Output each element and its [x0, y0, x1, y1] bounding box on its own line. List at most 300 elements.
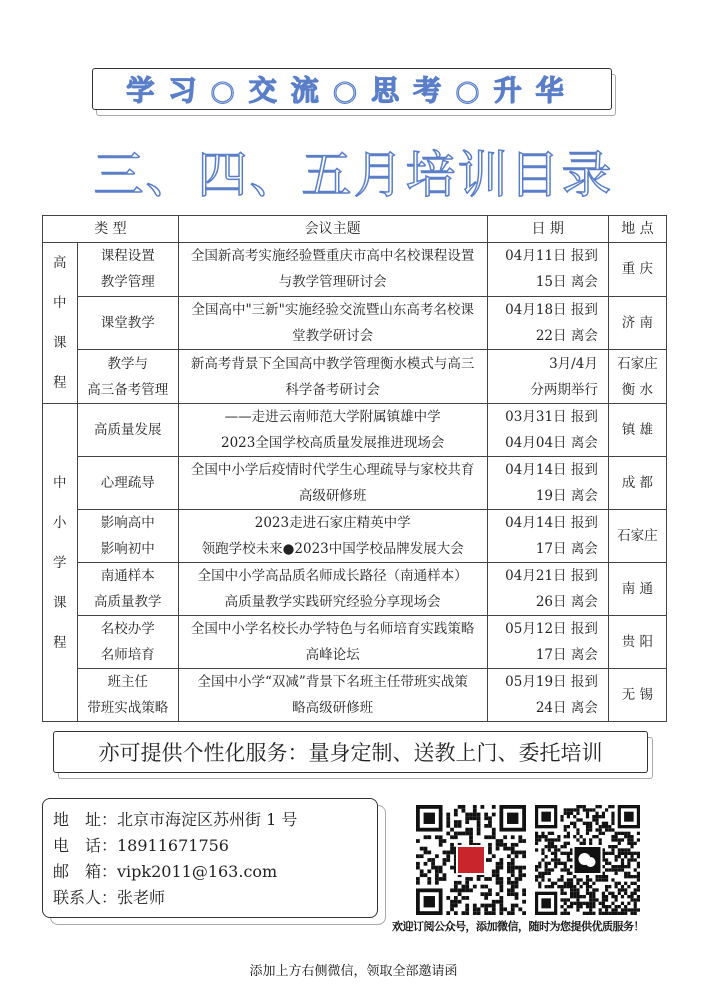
qr-module	[589, 892, 592, 895]
qr-module	[637, 888, 640, 891]
qr-module	[522, 892, 526, 896]
qr-module	[465, 832, 469, 836]
qr-module	[615, 855, 618, 858]
qr-module	[443, 862, 447, 866]
qr-module	[548, 872, 551, 875]
qr-module	[605, 825, 608, 828]
qr-module	[499, 862, 503, 866]
qr-module	[439, 843, 443, 847]
qr-module	[488, 877, 492, 881]
qr-module	[586, 825, 589, 828]
qr-module	[627, 835, 630, 838]
qr-module	[564, 835, 567, 838]
qr-module	[589, 912, 592, 915]
qr-module	[634, 905, 637, 908]
qr-module	[446, 820, 450, 824]
qr-module	[576, 905, 579, 908]
qr-module	[496, 839, 500, 843]
qr-module	[518, 835, 522, 839]
group-label-char: 中	[53, 295, 67, 311]
qr-module	[515, 854, 519, 858]
qr-module	[573, 902, 576, 905]
footer-note: 添加上方右侧微信，领取全部邀请函	[249, 964, 458, 979]
qr-module	[608, 828, 611, 831]
qr-module	[424, 851, 428, 855]
qr-module	[522, 854, 526, 858]
table-row	[43, 510, 667, 563]
qr-module	[499, 911, 503, 915]
qr-module	[488, 888, 492, 892]
slogan: 学习○交流○思考○升华	[126, 74, 578, 107]
qr-module	[602, 875, 605, 878]
date-cell-line: 04月14日 报到	[505, 515, 598, 531]
qr-module	[627, 872, 630, 875]
qr-module	[630, 895, 633, 898]
qr-module	[567, 808, 570, 811]
qr-module	[518, 839, 522, 843]
qr-module	[605, 858, 608, 861]
type-cell	[77, 669, 178, 722]
qr-module	[541, 858, 544, 861]
group-label-char: 高	[53, 255, 67, 271]
qr-module	[567, 868, 570, 871]
date-cell-line: 22日 离会	[535, 327, 598, 344]
qr-module	[492, 869, 496, 873]
topic-cell-line: 略高级研修班	[292, 700, 374, 716]
table-row	[43, 350, 667, 404]
qr-module	[602, 912, 605, 915]
qr-module	[602, 815, 605, 818]
qr-module	[576, 902, 579, 905]
qr-module	[416, 877, 420, 881]
qr-module	[570, 808, 573, 811]
qr-module	[435, 873, 439, 877]
type-cell-line: 高三备考管理	[87, 381, 169, 398]
qr-module	[624, 882, 627, 885]
place-cell	[608, 563, 666, 616]
qr-module	[548, 868, 551, 871]
date-cell-line: 15日 离会	[535, 274, 598, 291]
qr-module	[586, 812, 589, 815]
qr-module	[488, 911, 492, 915]
qr-module	[488, 904, 492, 908]
qr-module	[567, 898, 570, 901]
type-cell-line: 教学与	[107, 355, 148, 372]
qr-module	[499, 877, 503, 881]
qr-module	[450, 900, 454, 904]
qr-module	[599, 838, 602, 841]
qr-module	[535, 868, 538, 871]
place-cell-line: 衡 水	[621, 381, 654, 398]
qr-module	[535, 832, 538, 835]
qr-module	[548, 885, 551, 888]
type-cell	[77, 243, 178, 297]
qr-module	[541, 852, 544, 855]
qr-module	[462, 832, 466, 836]
qr-module	[511, 866, 515, 870]
qr-module	[507, 877, 511, 881]
qr-module	[465, 877, 469, 881]
qr-module	[624, 908, 627, 911]
qr-module	[551, 882, 554, 885]
qr-module	[637, 855, 640, 858]
qr-module	[586, 832, 589, 835]
qr-module	[462, 888, 466, 892]
qr-module	[605, 875, 608, 878]
qr-module	[611, 805, 614, 808]
qr-module	[439, 866, 443, 870]
qr-module	[567, 872, 570, 875]
qr-module	[621, 868, 624, 871]
qr-module	[446, 832, 450, 836]
qr-module	[424, 835, 428, 839]
type-cell-line: 名校办学	[100, 621, 155, 637]
qr-module	[518, 873, 522, 877]
qr-module	[576, 828, 579, 831]
qr-module	[511, 869, 515, 873]
qr-module	[560, 862, 563, 865]
qr-module	[621, 885, 624, 888]
qr-module	[621, 865, 624, 868]
qr-module	[554, 845, 557, 848]
qr-module	[624, 888, 627, 891]
qr-module	[484, 896, 488, 900]
qr-module	[634, 852, 637, 855]
qr-module	[554, 858, 557, 861]
date-cell-line: 19日 离会	[535, 488, 598, 504]
qr-module	[469, 828, 473, 832]
qr-module	[605, 885, 608, 888]
qr-module	[458, 892, 462, 896]
qr-module	[416, 881, 420, 885]
qr-finder	[541, 812, 551, 822]
qr-module	[511, 862, 515, 866]
qr-module	[473, 813, 477, 817]
qr-module	[435, 881, 439, 885]
qr-module	[554, 862, 557, 865]
qr-module	[608, 868, 611, 871]
qr-module	[599, 912, 602, 915]
qr-module	[557, 858, 560, 861]
qr-finder	[424, 813, 435, 824]
qr-module	[637, 898, 640, 901]
qr-module	[450, 904, 454, 908]
qr-module	[496, 866, 500, 870]
qr-module	[557, 848, 560, 851]
date-cell-line: 05月19日 报到	[505, 674, 598, 690]
qr-module	[589, 808, 592, 811]
qr-module	[503, 835, 507, 839]
place-cell-line: 石家庄	[617, 528, 658, 544]
qr-module	[473, 911, 477, 915]
qr-module	[630, 912, 633, 915]
qr-module	[462, 911, 466, 915]
qr-module	[454, 900, 458, 904]
topic-cell-line: 高峰论坛	[305, 647, 360, 663]
qr-module	[458, 832, 462, 836]
qr-module	[496, 862, 500, 866]
qr-module	[465, 904, 469, 908]
qr-module	[541, 848, 544, 851]
type-cell-line: 南通样本	[100, 568, 155, 584]
qr-module	[564, 885, 567, 888]
qr-module	[420, 854, 424, 858]
qr-module	[599, 805, 602, 808]
qr-module	[630, 898, 633, 901]
qr-module	[621, 832, 624, 835]
qr-module	[427, 869, 431, 873]
qr-module	[427, 835, 431, 839]
qr-module	[624, 832, 627, 835]
qr-module	[488, 858, 492, 862]
type-cell	[77, 296, 178, 350]
qr-module	[634, 888, 637, 891]
wechat-bubble	[586, 857, 596, 867]
qr-module	[570, 905, 573, 908]
qr-module	[450, 847, 454, 851]
qr-module	[548, 862, 551, 865]
qr-module	[618, 855, 621, 858]
qr-module	[627, 848, 630, 851]
qr-module	[560, 878, 563, 881]
qr-module	[621, 862, 624, 865]
qr-module	[605, 878, 608, 881]
qr-module	[480, 904, 484, 908]
qr-module	[611, 895, 614, 898]
qr-module	[564, 828, 567, 831]
table-row	[43, 669, 667, 722]
qr-module	[560, 912, 563, 915]
qr-module	[484, 877, 488, 881]
qr-module	[583, 912, 586, 915]
qr-module	[560, 815, 563, 818]
qr-module	[608, 912, 611, 915]
qr-module	[492, 900, 496, 904]
qr-module	[424, 873, 428, 877]
qr-module	[557, 885, 560, 888]
type-cell	[77, 457, 178, 510]
qr-module	[592, 815, 595, 818]
qr-module	[545, 838, 548, 841]
qr-module	[477, 824, 481, 828]
qr-module	[573, 808, 576, 811]
qr-module	[618, 882, 621, 885]
qr-module	[499, 843, 503, 847]
qr-module	[465, 816, 469, 820]
qr-module	[462, 896, 466, 900]
qr-module	[586, 912, 589, 915]
qr-module	[618, 905, 621, 908]
date-cell-line: 26日 离会	[535, 594, 598, 610]
qr-module	[439, 877, 443, 881]
qr-module	[580, 818, 583, 821]
qr-module	[465, 828, 469, 832]
qr-module	[496, 847, 500, 851]
qr-module	[545, 855, 548, 858]
qr-module	[618, 892, 621, 895]
qr-module	[595, 822, 598, 825]
qr-module	[615, 835, 618, 838]
qr-module	[492, 873, 496, 877]
qr-module	[580, 842, 583, 845]
qr-module	[611, 908, 614, 911]
qr-module	[488, 847, 492, 851]
qr-module	[580, 835, 583, 838]
qr-module	[450, 907, 454, 911]
qr-module	[535, 848, 538, 851]
qr-module	[564, 842, 567, 845]
topic-cell	[178, 243, 487, 297]
qr-module	[615, 845, 618, 848]
qr-module	[573, 822, 576, 825]
qr-module	[576, 898, 579, 901]
qr-module	[615, 898, 618, 901]
table-row	[43, 616, 667, 669]
qr-module	[608, 885, 611, 888]
qr-module	[458, 805, 462, 809]
qr-module	[511, 835, 515, 839]
qr-caption: 欢迎订阅公众号，添加微信，随时为您提供优质服务！	[392, 920, 644, 933]
date-cell	[487, 563, 608, 616]
qr-module	[634, 882, 637, 885]
qr-module	[586, 888, 589, 891]
qr-module	[637, 852, 640, 855]
qr-module	[586, 882, 589, 885]
qr-module	[570, 895, 573, 898]
qr-module	[630, 875, 633, 878]
qr-module	[599, 832, 602, 835]
qr-module	[621, 902, 624, 905]
qr-module	[535, 835, 538, 838]
qr-module	[615, 908, 618, 911]
qr-module	[560, 868, 563, 871]
date-cell	[487, 350, 608, 404]
qr-module	[624, 852, 627, 855]
qr-module	[602, 902, 605, 905]
qr-module	[627, 838, 630, 841]
topic-cell-line: 全国中小学后疫情时代学生心理疏导与家校共育	[190, 462, 475, 478]
qr-module	[548, 848, 551, 851]
group-label-char: 课	[53, 594, 67, 611]
qr-module	[583, 805, 586, 808]
date-cell	[487, 457, 608, 510]
qr-module	[589, 878, 592, 881]
qr-module	[557, 835, 560, 838]
qr-module	[602, 905, 605, 908]
qr-module	[583, 838, 586, 841]
type-cell-line: 影响高中	[100, 515, 155, 531]
qr-module	[458, 824, 462, 828]
qr-module	[576, 895, 579, 898]
qr-module	[602, 825, 605, 828]
qr-module	[446, 854, 450, 858]
qr-module	[592, 892, 595, 895]
qr-module	[611, 902, 614, 905]
topic-cell-line: 高级研修班	[298, 488, 367, 504]
qr-module	[496, 892, 500, 896]
topic-cell-line: 科学备考研讨会	[285, 381, 380, 398]
qr-module	[515, 904, 519, 908]
table-row	[43, 404, 667, 457]
date-cell-line: 03月31日 报到	[505, 409, 598, 425]
qr-module	[592, 895, 595, 898]
qr-module	[564, 898, 567, 901]
qr-module	[595, 898, 598, 901]
qr-module	[618, 912, 621, 915]
qr-module	[496, 900, 500, 904]
qr-module	[484, 824, 488, 828]
qr-module	[499, 866, 503, 870]
qr-module	[580, 885, 583, 888]
qr-module	[576, 888, 579, 891]
qr-module	[551, 842, 554, 845]
qr-module	[624, 912, 627, 915]
qr-module	[564, 808, 567, 811]
qr-module	[454, 809, 458, 813]
qr-module	[515, 843, 519, 847]
topic-cell-line: ——走进云南师范大学附属镇雄中学	[224, 409, 441, 425]
qr-module	[621, 852, 624, 855]
qr-module	[586, 828, 589, 831]
qr-module	[469, 832, 473, 836]
qr-module	[545, 872, 548, 875]
qr-module	[560, 885, 563, 888]
table-header-row	[43, 216, 667, 243]
qr-module	[599, 878, 602, 881]
qr-module	[515, 885, 519, 889]
qr-module	[496, 881, 500, 885]
qr-module	[431, 866, 435, 870]
date-cell-line: 04月04日 离会	[505, 435, 598, 451]
qr-module	[484, 907, 488, 911]
qr-module	[621, 908, 624, 911]
qr-module	[630, 892, 633, 895]
type-cell	[77, 510, 178, 563]
qr-module	[446, 896, 450, 900]
qr-module	[611, 878, 614, 881]
qr-module	[637, 885, 640, 888]
qr-module	[557, 838, 560, 841]
qr-module	[627, 875, 630, 878]
place-cell	[608, 350, 666, 404]
qr-module	[515, 892, 519, 896]
qr-module	[492, 828, 496, 832]
qr-module	[621, 848, 624, 851]
type-cell-line: 影响初中	[100, 541, 155, 557]
qr-module	[615, 885, 618, 888]
qr-module	[477, 828, 481, 832]
qr-module	[446, 813, 450, 817]
qr-module	[454, 813, 458, 817]
qr-module	[454, 885, 458, 889]
qr-module	[630, 852, 633, 855]
qr-module	[595, 875, 598, 878]
place-cell-line: 成 都	[621, 475, 654, 491]
place-cell-line: 石家庄	[617, 355, 658, 372]
qr-module	[586, 875, 589, 878]
qr-module	[567, 835, 570, 838]
qr-module	[560, 905, 563, 908]
group-label	[43, 243, 78, 404]
qr-module	[611, 822, 614, 825]
qr-module	[551, 858, 554, 861]
qr-module	[611, 838, 614, 841]
qr-module	[567, 878, 570, 881]
qr-module	[499, 885, 503, 889]
qr-module	[492, 835, 496, 839]
qr-module	[511, 858, 515, 862]
qr-module	[499, 858, 503, 862]
